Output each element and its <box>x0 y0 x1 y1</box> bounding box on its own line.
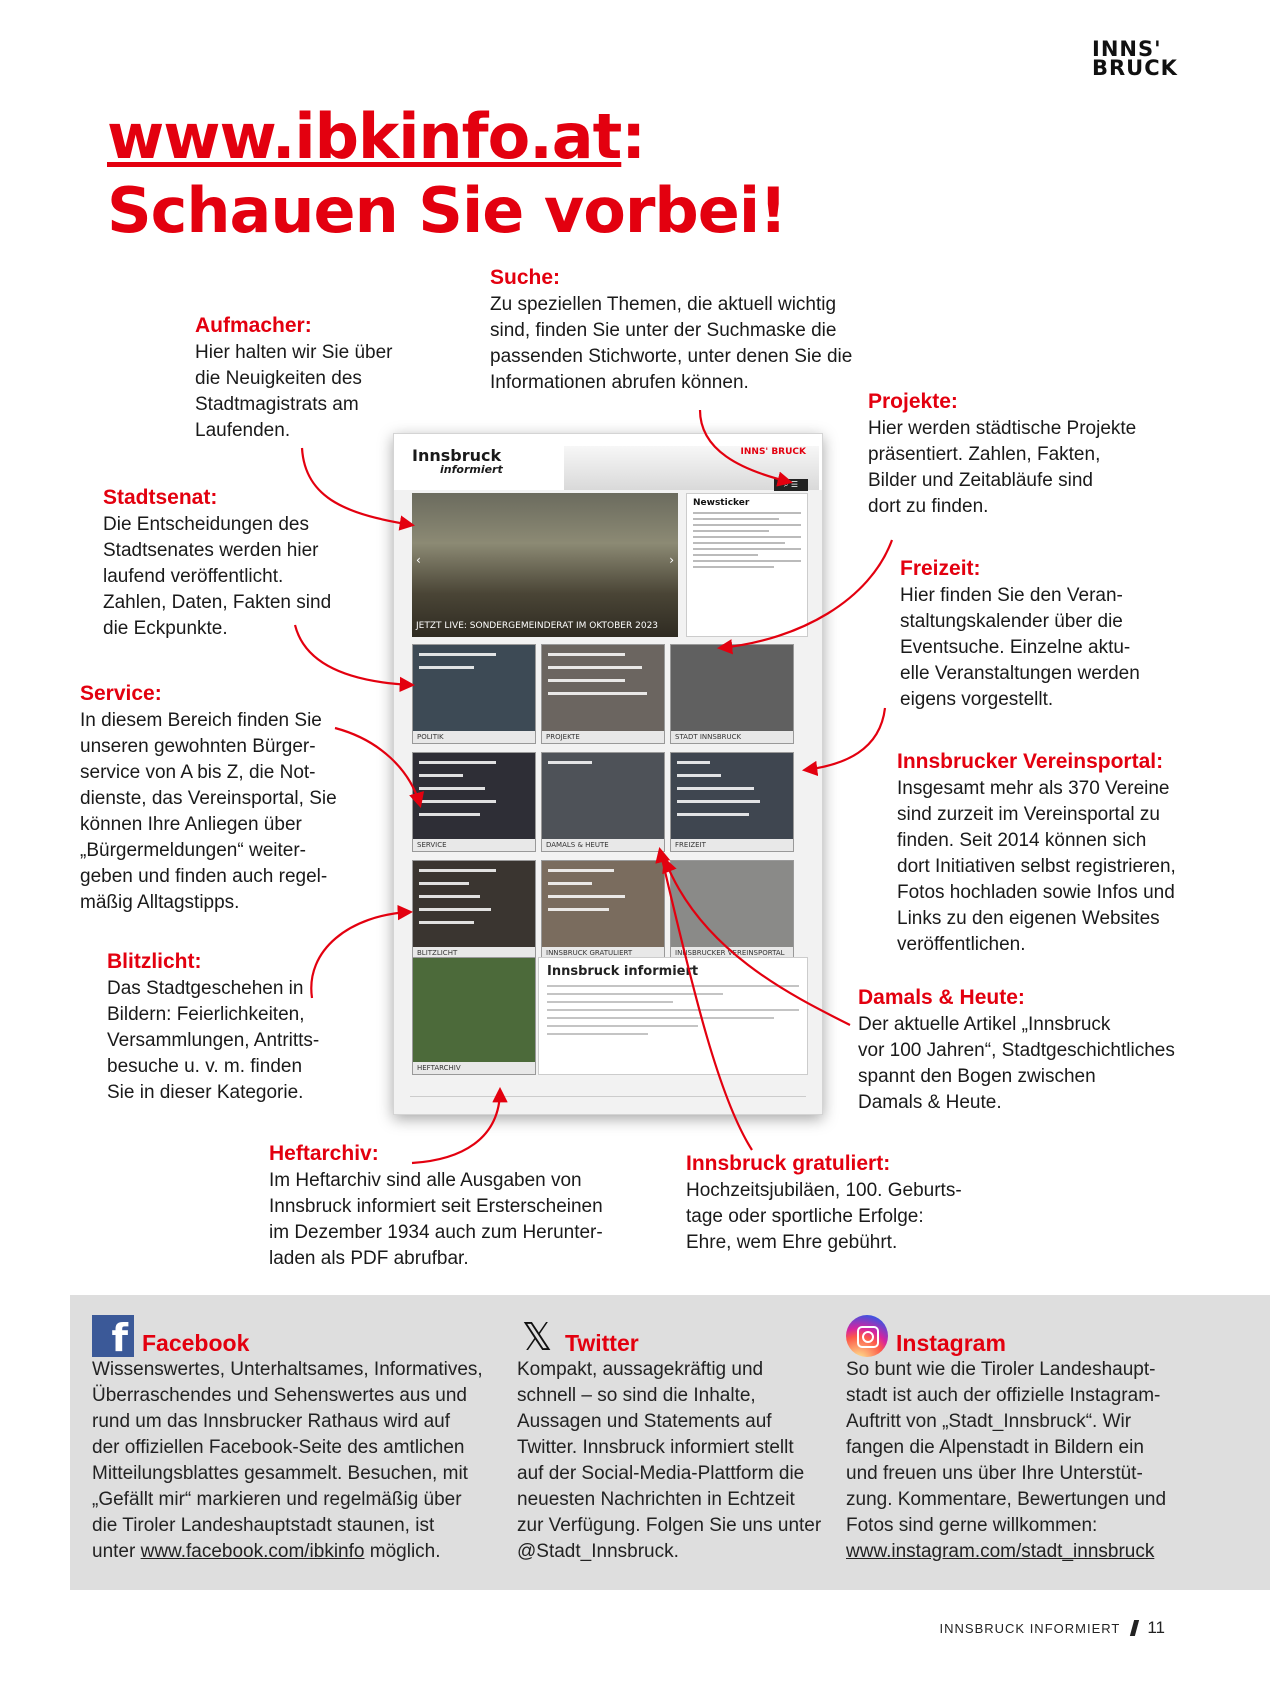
callout-aufmacher <box>195 312 392 444</box>
social-instagram-title: Instagram <box>896 1330 1006 1356</box>
logo-line-2: BRUCK <box>1092 56 1178 80</box>
headline-tagline: Schauen Sie vorbei! <box>107 174 787 247</box>
mock-tile-service[interactable] <box>412 752 536 852</box>
mock-tile-innsbruck-gratuliert[interactable] <box>541 860 665 960</box>
mock-tile-stadt-innsbruck[interactable] <box>670 644 794 744</box>
instagram-icon[interactable] <box>846 1315 888 1357</box>
mock-tile-label: INNSBRUCKER VEREINSPORTAL <box>671 947 793 959</box>
chevron-left-icon[interactable]: ‹ <box>416 553 421 567</box>
callout-title: Service: <box>80 682 162 705</box>
callout-title: Heftarchiv: <box>269 1142 379 1165</box>
mock-tile-vereinsportal[interactable] <box>670 860 794 960</box>
callout-text: Der aktuelle Artikel „Innsbruck vor 100 Jahren“, Stadtgeschichtliches spannt den Bogen zwischen Damals & Heute. <box>858 1014 1175 1113</box>
mock-tile-projekte[interactable] <box>541 644 665 744</box>
callout-title: Projekte: <box>868 390 958 413</box>
callout-title: Aufmacher: <box>195 314 312 337</box>
callout-title: Blitzlicht: <box>107 950 202 973</box>
mock-info-box <box>538 957 808 1075</box>
callout-heftarchiv <box>269 1140 603 1272</box>
social-facebook <box>92 1307 483 1565</box>
social-facebook-last-line <box>92 1539 483 1565</box>
mock-tile-label: PROJEKTE <box>542 731 664 743</box>
facebook-link[interactable]: www.facebook.com/ibkinfo <box>140 1541 365 1562</box>
mock-newsticker-title: Newsticker <box>693 498 750 508</box>
callout-title: Freizeit: <box>900 557 981 580</box>
social-facebook-text: Wissenswertes, Unterhaltsames, Informatives, Überraschendes und Sehenswertes aus und rund um das Innsbrucker Rathaus wird auf der offiziellen Facebook-Seite des amtlichen Mitteilungsblattes gesammelt. Besuchen, mit „Gefällt mir“ markieren und regelmäßig über die Tiroler Landeshauptstadt staunen, ist <box>92 1359 483 1536</box>
chevron-right-icon[interactable]: › <box>669 553 674 567</box>
mock-brand-title: Innsbruck <box>412 446 502 465</box>
callout-title: Damals & Heute: <box>858 986 1025 1009</box>
callout-text: In diesem Bereich finden Sie unseren gewohnten Bürger- service von A bis Z, die Not- dienste, das Vereinsportal, Sie können Ihre Anliegen über „Bürgermeldungen“ weiter- geben und finden auch regel- mäßig Alltagstipps. <box>80 710 337 913</box>
callout-text: Im Heftarchiv sind alle Ausgaben von Innsbruck informiert seit Ersterscheinen im Dezember 1934 auch zum Herunter- laden als PDF abrufbar. <box>269 1170 603 1269</box>
social-instagram-text: So bunt wie die Tiroler Landeshaupt- stadt ist auch der offizielle Instagram- Auftritt von „Stadt_Innsbruck“. Wir fangen die Alpenstadt in Bildern ein und freuen uns über Ihre Unterstüt- zung. Kommentare, Bewertungen und Fotos sind gerne willkommen: <box>846 1359 1167 1536</box>
mock-tile-freizeit[interactable] <box>670 752 794 852</box>
mock-tile-politik[interactable] <box>412 644 536 744</box>
footer-label: INNSBRUCK INFORMIERT <box>939 1620 1121 1636</box>
search-icon[interactable]: ⌕ ☰ <box>774 479 808 491</box>
callout-projekte <box>868 388 1136 520</box>
headline-colon: : <box>621 100 646 173</box>
callout-text: Die Entscheidungen des Stadtsenates werden hier laufend veröffentlicht. Zahlen, Daten, Fakten sind die Eckpunkte. <box>103 514 332 639</box>
mock-hero-slider[interactable] <box>412 493 678 637</box>
callout-stadtsenat <box>103 484 331 642</box>
social-facebook-post: möglich. <box>364 1541 441 1562</box>
callout-text: Insgesamt mehr als 370 Vereine sind zurzeit im Vereinsportal zu finden. Seit 2014 können sich dort Initiativen selbst registrieren, Fotos hochladen sowie Infos und Links zu den eigenen Websites veröffentlichen. <box>897 778 1176 955</box>
mock-tile-heftarchiv[interactable] <box>412 957 536 1075</box>
mock-tile-label: HEFTARCHIV <box>413 1062 535 1074</box>
callout-text: Hochzeitsjubiläen, 100. Geburts- tage oder sportliche Erfolge: Ehre, wem Ehre gebührt. <box>686 1180 962 1253</box>
mock-tile-label: FREIZEIT <box>671 839 793 851</box>
callout-title: Innsbruck gratuliert: <box>686 1152 891 1175</box>
page-number: 11 <box>1147 1618 1165 1637</box>
callout-text: Das Stadtgeschehen in Bildern: Feierlichkeiten, Versammlungen, Antritts- besuche u. v. m. finden Sie in dieser Kategorie. <box>107 978 320 1103</box>
mock-footer <box>410 1096 806 1104</box>
mock-tile-label: DAMALS & HEUTE <box>542 839 664 851</box>
callout-freizeit <box>900 555 1140 713</box>
social-facebook-title: Facebook <box>142 1330 250 1356</box>
facebook-icon[interactable]: f <box>92 1315 134 1357</box>
mock-tile-label: INNSBRUCK GRATULIERT <box>542 947 664 959</box>
mock-hero-caption: JETZT LIVE: SONDERGEMEINDERAT IM OKTOBER 2023 <box>416 621 659 631</box>
social-media-box <box>70 1295 1270 1590</box>
callout-service <box>80 680 337 916</box>
social-twitter-title: Twitter <box>565 1330 639 1356</box>
mock-tile-label: BLITZLICHT <box>413 947 535 959</box>
page-headline <box>107 100 786 248</box>
mock-tile-label: POLITIK <box>413 731 535 743</box>
social-facebook-pre: unter <box>92 1541 141 1562</box>
footer-separator <box>1130 1620 1139 1636</box>
callout-title: Stadtsenat: <box>103 486 218 509</box>
mock-tile-label: STADT INNSBRUCK <box>671 731 793 743</box>
callout-text: Zu speziellen Themen, die aktuell wichtig sind, finden Sie unter der Suchmaske die passenden Stichworte, unter denen Sie die Informationen abrufen können. <box>490 294 853 393</box>
callout-gratuliert <box>686 1150 962 1256</box>
social-instagram <box>846 1307 1166 1565</box>
headline-url[interactable]: www.ibkinfo.at <box>107 100 622 173</box>
callout-suche <box>490 264 852 396</box>
social-twitter-text: Kompakt, aussagekräftig und schnell – so sind die Inhalte, Aussagen und Statements auf Twitter. Innsbruck informiert stellt auf der Social-Media-Plattform die neuesten Nachrichten in Echtzeit zur Verfügung. Folgen Sie uns unter @Stadt_Innsbruck. <box>517 1359 822 1562</box>
mock-logo: INNS' BRUCK <box>740 447 806 457</box>
mock-tile-damals-heute[interactable] <box>541 752 665 852</box>
callout-title: Suche: <box>490 266 561 289</box>
mock-brand-subtitle: informiert <box>440 463 503 476</box>
instagram-link[interactable]: www.instagram.com/stadt_innsbruck <box>846 1541 1155 1562</box>
callout-blitzlicht <box>107 948 319 1106</box>
social-twitter <box>517 1307 821 1565</box>
mock-tile-label: SERVICE <box>413 839 535 851</box>
mock-newsticker[interactable] <box>686 493 808 637</box>
callout-vereinsportal <box>897 748 1176 958</box>
callout-text: Hier finden Sie den Veran- staltungskalender über die Eventsuche. Einzelne aktu- elle Veranstaltungen werden eigens vorgestellt. <box>900 585 1140 710</box>
x-twitter-icon[interactable]: 𝕏 <box>521 1315 553 1359</box>
callout-text: Hier werden städtische Projekte präsentiert. Zahlen, Fakten, Bilder und Zeitabläufe sind dort zu finden. <box>868 418 1137 517</box>
page-footer <box>940 1618 1165 1638</box>
innsbruck-logo <box>1092 37 1178 80</box>
website-screenshot <box>393 433 823 1115</box>
callout-damals-heute <box>858 984 1175 1116</box>
logo-line-1: INNS' <box>1092 37 1162 61</box>
mock-info-title: Innsbruck informiert <box>547 964 699 979</box>
mock-tile-blitzlicht[interactable] <box>412 860 536 960</box>
mock-header <box>394 434 822 490</box>
callout-text: Hier halten wir Sie über die Neuigkeiten des Stadtmagistrats am Laufenden. <box>195 342 393 441</box>
callout-title: Innsbrucker Vereinsportal: <box>897 750 1164 773</box>
mock-brand <box>412 448 503 476</box>
